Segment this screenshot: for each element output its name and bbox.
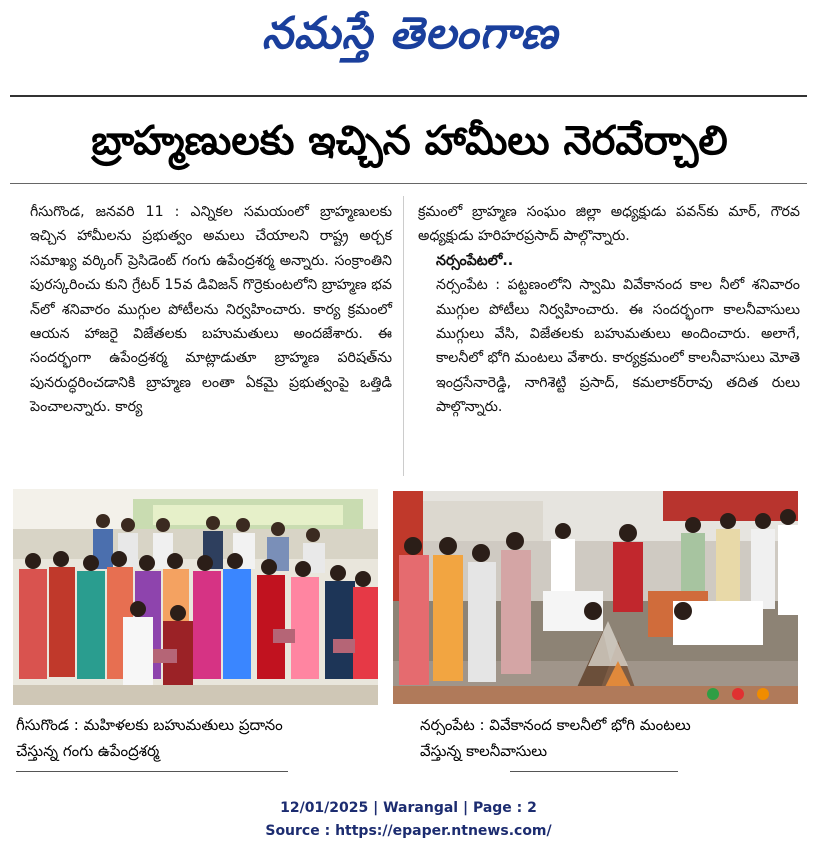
right-continuation: క్రమంలో బ్రాహ్మణ సంఘం జిల్లా అధ్యక్షుడు పవన్‌కు మార్, గౌరవ అధ్యక్షుడు హరిహరప్రసాద్ పాల్గొన్నారు. <box>418 204 800 245</box>
photo-women-prizes <box>13 489 378 705</box>
right-photo-caption <box>420 712 800 764</box>
left-photo-caption <box>16 712 386 764</box>
headline-rule <box>10 183 807 184</box>
right-caption-underline <box>510 771 678 772</box>
right-caption-line2: వేస్తున్న కాలనీవాసులు <box>420 742 548 760</box>
right-caption-line1: నర్సంపేట : వివేకానంద కాలనీలో భోగి మంటలు <box>420 716 691 734</box>
right-column <box>418 200 800 420</box>
footer-date-edition: 12/01/2025 | Warangal | Page : 2 <box>280 800 537 816</box>
masthead-title: నమస్తే తెలంగాణ <box>261 8 559 59</box>
newspaper-masthead <box>205 8 615 70</box>
article-headline: బ్రాహ్మణులకు ఇచ్చిన హామీలు నెరవేర్చాలి <box>91 118 728 164</box>
photo-bhogi-fire <box>393 491 798 704</box>
page-footer <box>0 797 817 843</box>
left-caption-line1: గీసుగొండ : మహిళలకు బహుమతులు ప్రదానం <box>16 716 283 734</box>
top-rule <box>10 95 807 97</box>
left-paragraph: గీసుగొండ, జనవరి 11 : ఎన్నికల సమయంలో బ్రాహ్మణులకు ఇచ్చిన హామీలను ప్రభుత్వం అమలు చేయాలని రాష్ట్ర అర్చక సమాఖ్య వర్కింగ్ ప్రెసిడెంట్ గంగు ఉపేంద్రశర్మ అన్నారు. సంక్రాంతిని పురస్కరించు కుని గ్రేటర్ 15వ డివిజన్ గొర్రెకుంటలోని బ్రాహ్మణ భవ న్‌లో శనివారం ముగ్గుల పోటీలను నిర్వహించారు. కార్య క్రమంలో ఆయన హాజరై విజేతలకు బహుమతులు అందజేశారు. ఈ సందర్భంగా ఉపేంద్రశర్మ మాట్లాడుతూ బ్రాహ్మణ పరిషత్‌ను పునరుద్ధరించడానికి బ్రాహ్మణ లంతా ఏకమై ప్రభుత్వంపై ఒత్తిడి పెంచాలన్నారు. కార్య <box>30 204 392 416</box>
photo-bhogi-fire-image <box>393 491 798 704</box>
right-paragraph: నర్సంపేట : పట్టణంలోని స్వామి వివేకానంద కాల నీలో శనివారం ముగ్గుల పోటీలు నిర్వహించారు. ఈ సందర్భంగా కాలనీవాసులు ముగ్గులు వేసి, విజేతలకు బహుమతులు అందించారు. అలాగే, కాలనీలో భోగి మంటలు వేశారు. కార్యక్రమంలో కాలనీవాసులు మోతె ఇంద్రసేనారెడ్డి, నాగిశెట్టి ప్రసాద్, కమలాకర్‌రావు తదిత రులు పాల్గొన్నారు. <box>436 277 800 416</box>
left-column <box>12 200 392 420</box>
column-divider <box>403 196 404 476</box>
left-caption-underline <box>16 771 288 772</box>
right-subheading: నర్సంపేటలో.. <box>436 252 514 269</box>
left-caption-line2: చేస్తున్న గంగు ఉపేంద్రశర్మ <box>16 742 160 760</box>
footer-source: Source : https://epaper.ntnews.com/ <box>265 823 552 839</box>
photo-women-prizes-image <box>13 489 378 705</box>
